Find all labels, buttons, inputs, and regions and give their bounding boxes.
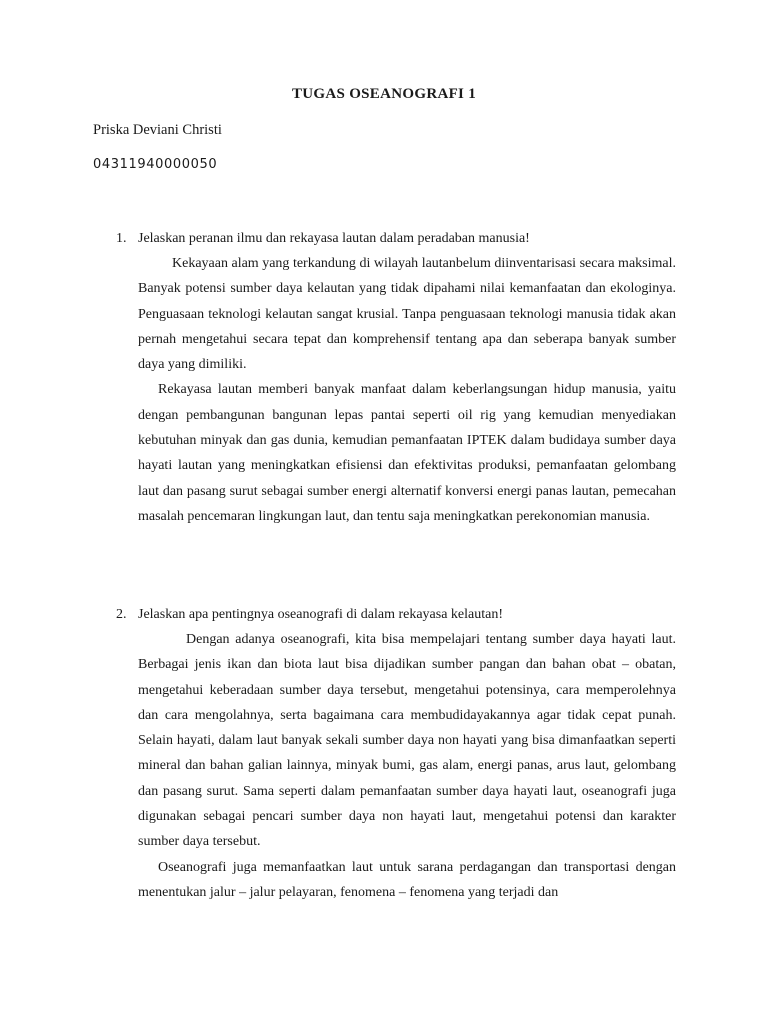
author-name: Priska Deviani Christi — [93, 122, 222, 138]
question-number: 2. — [116, 607, 127, 622]
question-number: 1. — [116, 231, 127, 246]
student-id: 04311940000050 — [93, 157, 218, 172]
answer-paragraph: Kekayaan alam yang terkandung di wilayah lautanbelum diinventarisasi secara maksimal. Banyak potensi sumber daya kelautan yang tidak dipahami nilai kemanfaatan dan ekologinya. Penguasaan teknologi kelautan sangat krusial. Tanpa penguasaan teknologi manusia tidak akan pernah mengetahui secara tepat dan komprehensif tentang apa dan seberapa banyak sumber daya yang dimiliki. — [138, 256, 676, 373]
answer-paragraph: Oseanografi juga memanfaatkan laut untuk sarana perdagangan dan transportasi dengan menentukan jalur – jalur pelayaran, fenomena – fenomena yang terjadi dan — [138, 859, 676, 900]
question-text: Jelaskan peranan ilmu dan rekayasa lautan dalam peradaban manusia! — [138, 231, 530, 246]
question-item-1 — [116, 227, 676, 529]
answer-paragraph: Rekayasa lautan memberi banyak manfaat dalam keberlangsungan hidup manusia, yaitu dengan pembangunan bangunan lepas pantai seperti oil rig yang kemudian menyediakan kebutuhan minyak dan gas dunia, kemudian pemanfaatan IPTEK dalam budidaya sumber daya hayati lautan yang meningkatkan efisiensi dan efektivitas produksi, pemanfaatan gelombang laut dan pasang surut sebagai sumber energi alternatif konversi energi panas lautan, pemecahan masalah pencemaran lingkungan laut, dan tentu saja meningkatkan perekonomian manusia. — [138, 382, 676, 524]
question-item-2 — [116, 603, 676, 905]
question-2 — [116, 603, 676, 627]
question-text: Jelaskan apa pentingnya oseanografi di dalam rekayasa kelautan! — [138, 607, 504, 622]
question-1 — [116, 227, 676, 251]
answer-paragraph: Dengan adanya oseanografi, kita bisa mempelajari tentang sumber daya hayati laut. Berbagai jenis ikan dan biota laut bisa dijadikan sumber pangan dan bahan obat – obatan, mengetahui keberadaan sumber daya tersebut, mengetahui potensinya, cara memperolehnya dan cara mengolahnya, serta bagaimana cara membudidayakannya agar tidak cepat punah. Selain hayati, dalam laut banyak sekali sumber daya non hayati yang bisa dimanfaatkan seperti mineral dan bahan galian lainnya, minyak bumi, gas alam, energi panas, arus laut, gelombang dan pasang surut. Sama seperti dalam pemanfaatan sumber daya hayati laut, oseanografi juga digunakan sebagai pencari sumber daya non hayati laut, mengetahui potensi dan karakter sumber daya tersebut. — [138, 632, 676, 850]
document-title: TUGAS OSEANOGRAFI 1 — [291, 86, 477, 102]
